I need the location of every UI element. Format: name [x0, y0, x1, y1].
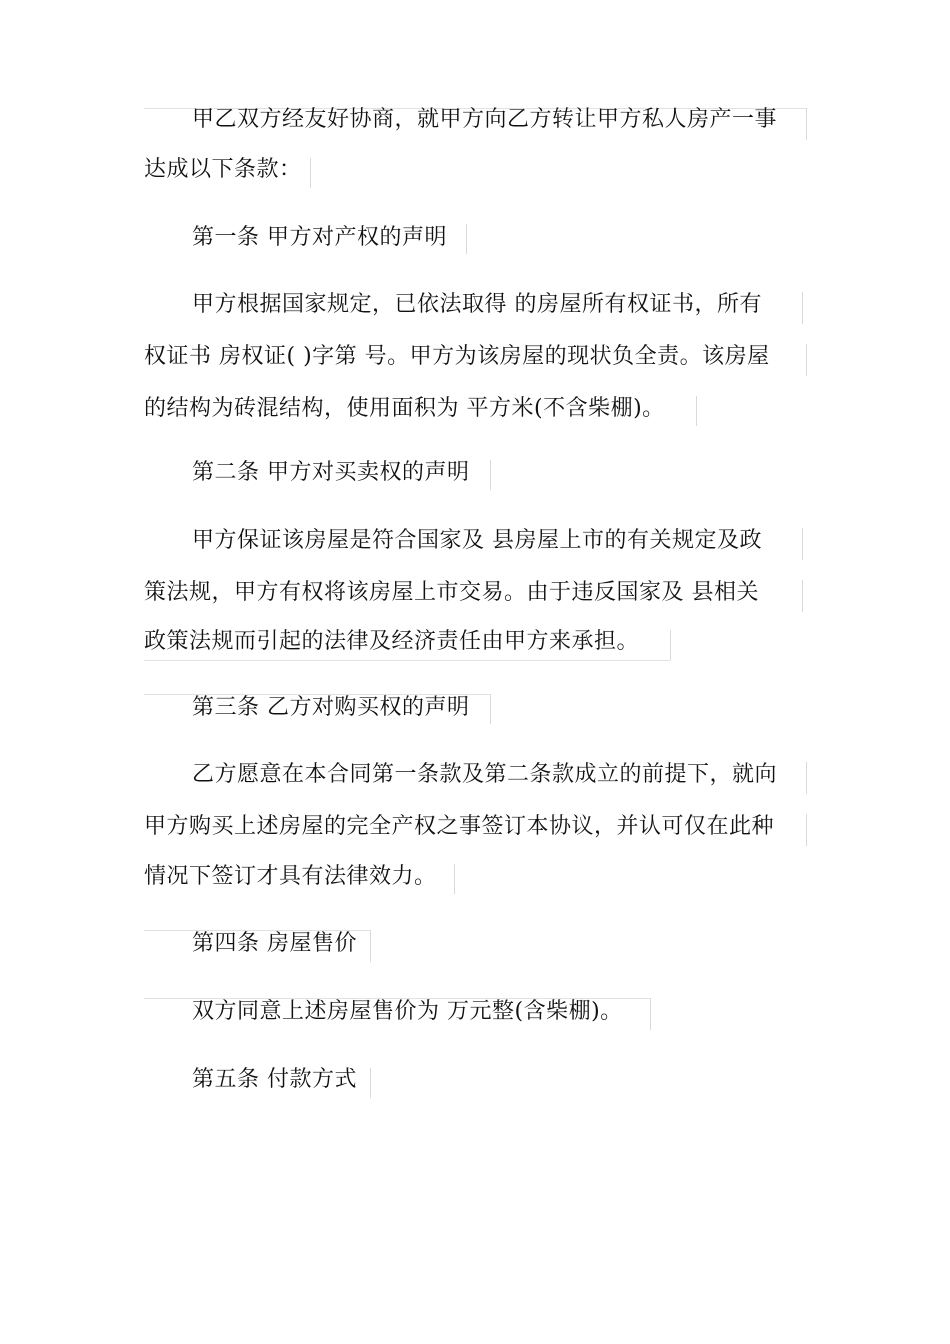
article-heading: 第一条 甲方对产权的声明 [192, 225, 447, 250]
paragraph-line: 甲方根据国家规定，已依法取得 的房屋所有权证书，所有 [192, 292, 762, 317]
text-box-border [806, 108, 807, 140]
article-heading: 第二条 甲方对买卖权的声明 [192, 460, 470, 485]
text-box-border [310, 158, 311, 188]
text-box-border [454, 864, 455, 894]
paragraph-line: 甲方购买上述房屋的完全产权之事签订本协议，并认可仅在此种 [144, 814, 775, 839]
text-box-border [802, 580, 803, 612]
paragraph-line: 达成以下条款： [144, 157, 302, 182]
text-box-border [490, 460, 491, 490]
text-box-border [650, 998, 651, 1030]
paragraph-line: 策法规，甲方有权将该房屋上市交易。由于违反国家及 县相关 [144, 580, 759, 605]
text-box-border [806, 762, 807, 794]
text-box-border [670, 630, 671, 660]
text-box-border [466, 224, 467, 254]
text-box-border [806, 344, 807, 376]
text-box-border [696, 396, 697, 426]
paragraph-line: 的结构为砖混结构，使用面积为 平方米(不含柴棚)。 [144, 396, 665, 421]
paragraph-line: 双方同意上述房屋售价为 万元整(含柴棚)。 [192, 999, 623, 1024]
article-heading: 第五条 付款方式 [192, 1067, 357, 1092]
text-box-border [490, 694, 491, 724]
paragraph-line: 权证书 房权证( )字第 号。甲方为该房屋的现状负全责。该房屋 [144, 344, 770, 369]
paragraph-line: 政策法规而引起的法律及经济责任由甲方来承担。 [144, 629, 640, 654]
text-box-border [144, 660, 670, 661]
paragraph-line: 乙方愿意在本合同第一条款及第二条款成立的前提下，就向 [192, 762, 778, 787]
text-box-border [370, 930, 371, 962]
text-box-border [802, 528, 803, 560]
text-box-border [806, 814, 807, 846]
text-box-border [370, 1068, 371, 1098]
article-heading: 第三条 乙方对购买权的声明 [192, 695, 470, 720]
paragraph-line: 情况下签订才具有法律效力。 [144, 864, 437, 889]
paragraph-line: 甲乙双方经友好协商，就甲方向乙方转让甲方私人房产一事 [192, 107, 778, 132]
paragraph-line: 甲方保证该房屋是符合国家及 县房屋上市的有关规定及政 [192, 528, 762, 553]
text-box-border [802, 292, 803, 324]
article-heading: 第四条 房屋售价 [192, 931, 357, 956]
